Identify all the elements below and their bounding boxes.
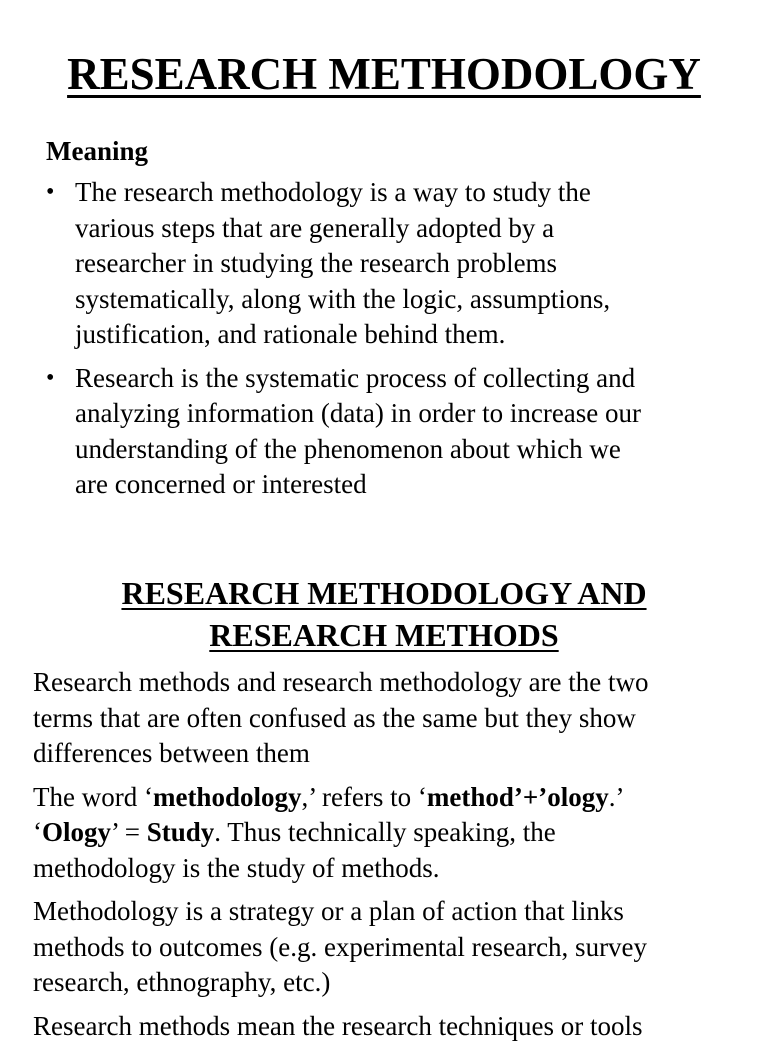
paragraph-line: Research methods mean the research techniques or tools <box>33 1010 643 1041</box>
bullet-line: are concerned or interested <box>75 469 367 499</box>
text-run: ’ = <box>111 817 147 847</box>
bold-term: method’+’ology <box>426 781 609 812</box>
paragraph-research-methods <box>33 1009 753 1045</box>
section-heading <box>0 572 768 656</box>
text-run: ,’ refers to ‘ <box>301 781 427 812</box>
paragraph-strategy <box>33 894 753 1001</box>
paragraph-line: methodology is the study of methods. <box>33 852 440 883</box>
bullet-line: The research methodology is a way to study the <box>75 177 591 207</box>
bullet-dot-icon: • <box>46 179 55 205</box>
bold-term: Ology <box>42 817 112 847</box>
bullet-line: various steps that are generally adopted by a <box>75 212 555 243</box>
paragraph-word-methodology <box>33 780 753 887</box>
bullet-line: understanding of the phenomenon about which we <box>75 433 621 464</box>
bullet-line: systematically, along with the logic, assumptions, <box>75 283 611 314</box>
text-run: The word ‘ <box>33 781 153 812</box>
bullet-line: researcher in studying the research problems <box>75 248 558 278</box>
text-run: ‘ <box>33 817 42 847</box>
section-heading-line: RESEARCH METHODOLOGY AND <box>121 575 647 611</box>
bullet-line: justification, and rationale behind them. <box>75 319 506 349</box>
section-heading-line: RESEARCH METHODS <box>209 617 559 653</box>
bullet-line: Research is the systematic process of collecting and <box>75 362 636 393</box>
text-run: . Thus technically speaking, the <box>214 817 556 847</box>
paragraph-line: differences between them <box>33 738 310 768</box>
section-body <box>33 665 753 1052</box>
paragraph-line: research, ethnography, etc.) <box>33 967 331 997</box>
paragraph-line: terms that are often confused as the same but they show <box>33 702 636 733</box>
bold-term: Study <box>146 817 215 847</box>
bullet-dot-icon: • <box>46 364 55 391</box>
bullet-line: analyzing information (data) in order to increase our <box>75 398 642 428</box>
paragraph-methods-vs-methodology <box>33 665 753 772</box>
page-title: RESEARCH METHODOLOGY <box>67 49 701 99</box>
meaning-heading: Meaning <box>46 136 149 166</box>
bullet-item-definition <box>0 175 720 353</box>
bullet-item-research <box>0 361 720 503</box>
paragraph-line: Methodology is a strategy or a plan of action that links <box>33 896 624 926</box>
text-run: .’ <box>608 781 625 812</box>
bold-term: methodology <box>152 781 302 812</box>
meaning-bullet-list <box>0 175 720 511</box>
paragraph-line: Research methods and research methodology are the two <box>33 667 649 697</box>
paragraph-line: methods to outcomes (e.g. experimental research, survey <box>33 931 648 962</box>
